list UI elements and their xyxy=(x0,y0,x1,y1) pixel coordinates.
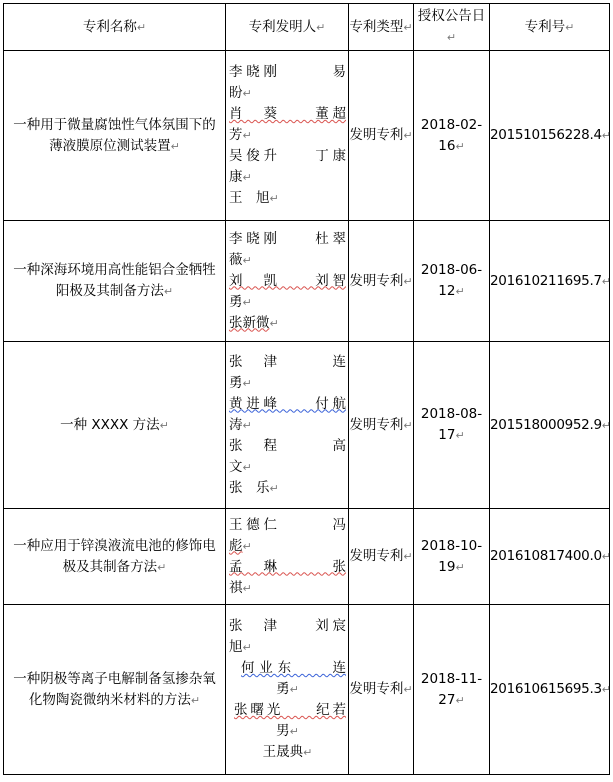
paragraph-mark-icon: ↵ xyxy=(242,295,252,309)
table-row xyxy=(4,509,610,605)
inventor-line: 文↵ xyxy=(229,458,252,475)
inventor-line: 王德仁 冯 xyxy=(229,516,346,533)
paragraph-mark-icon: ↵ xyxy=(289,725,299,738)
patent-name-cell: 一种 XXXX 方法↵ xyxy=(4,342,226,509)
patent-number-cell: 201610817400.0↵ xyxy=(490,509,610,605)
paragraph-mark-icon: ↵ xyxy=(242,87,252,100)
inventor-line: 张曙光 纪若 xyxy=(234,702,346,718)
patent-type-cell: 发明专利↵ xyxy=(349,221,414,342)
paragraph-mark-icon: ↵ xyxy=(269,481,279,495)
paragraph-mark-icon: ↵ xyxy=(163,285,174,298)
patent-name-cell: 一种应用于锌溴液流电池的修饰电极及其制备方法↵ xyxy=(4,509,226,605)
patent-table xyxy=(3,3,610,775)
paragraph-mark-icon: ↵ xyxy=(170,139,180,153)
inventor-line: 张 津 连 xyxy=(229,353,346,370)
inventor-line: 祺↵ xyxy=(229,579,252,596)
paragraph-mark-icon: ↵ xyxy=(601,550,611,563)
header-date: 授权公告日↵ xyxy=(414,4,490,51)
patent-type-cell: 发明专利↵ xyxy=(349,509,414,605)
inventor-line: 吴俊升 丁康 xyxy=(229,148,346,164)
table-row xyxy=(4,342,610,509)
paragraph-mark-icon: ↵ xyxy=(289,683,299,696)
paragraph-mark-icon: ↵ xyxy=(455,285,465,298)
header-name: 专利名称↵ xyxy=(4,4,226,51)
patent-number-cell: 201610615695.3↵ xyxy=(490,605,610,775)
table-row xyxy=(4,605,610,775)
inventor-line: 勇↵ xyxy=(276,681,299,697)
inventor-line: 张新微↵ xyxy=(229,314,279,331)
paragraph-mark-icon: ↵ xyxy=(242,253,252,267)
patent-name-cell: 一种深海环境用高性能铝合金牺牲阳极及其制备方法↵ xyxy=(4,221,226,342)
paragraph-mark-icon: ↵ xyxy=(136,20,147,34)
paragraph-mark-icon: ↵ xyxy=(601,274,611,288)
paragraph-mark-icon: ↵ xyxy=(455,560,465,574)
patent-type-cell: 发明专利↵ xyxy=(349,342,414,509)
grant-date-cell: 2018-02-16↵ xyxy=(414,51,490,221)
paragraph-mark-icon: ↵ xyxy=(242,418,252,432)
paragraph-mark-icon: ↵ xyxy=(455,693,465,707)
inventor-line: 勇↵ xyxy=(229,374,252,391)
header-inventors: 专利发明人↵ xyxy=(226,4,349,51)
header-type: 专利类型↵ xyxy=(349,4,414,51)
paragraph-mark-icon: ↵ xyxy=(303,746,313,759)
inventor-line: 张 乐↵ xyxy=(229,479,279,496)
inventor-cell xyxy=(226,51,349,221)
paragraph-mark-icon: ↵ xyxy=(190,693,201,707)
inventor-line: 张 津 刘宸 xyxy=(229,618,346,634)
inventor-line: 旭↵ xyxy=(229,639,252,655)
paragraph-mark-icon: ↵ xyxy=(403,20,413,34)
patent-type-cell: 发明专利↵ xyxy=(349,605,414,775)
inventor-line: 勇↵ xyxy=(229,293,252,310)
paragraph-mark-icon: ↵ xyxy=(403,274,413,288)
inventor-line: 李晓刚 易 xyxy=(229,64,346,80)
inventor-line: 何业东 连 xyxy=(241,660,346,676)
paragraph-mark-icon: ↵ xyxy=(403,129,413,142)
patent-name-cell: 一种阴极等离子电解制备氢掺杂氧化物陶瓷微纳米材料的方法↵ xyxy=(4,605,226,775)
paragraph-mark-icon: ↵ xyxy=(269,192,279,205)
paragraph-mark-icon: ↵ xyxy=(403,550,413,563)
inventor-cell xyxy=(226,221,349,342)
paragraph-mark-icon: ↵ xyxy=(242,641,252,654)
paragraph-mark-icon: ↵ xyxy=(601,418,611,432)
inventor-line: 男↵ xyxy=(276,723,299,739)
inventor-cell xyxy=(226,509,349,605)
inventor-line: 肖 葵 董超 xyxy=(229,106,346,122)
inventor-line: 涛↵ xyxy=(229,416,252,433)
header-number: 专利号↵ xyxy=(490,4,610,51)
header-row xyxy=(4,4,610,51)
paragraph-mark-icon: ↵ xyxy=(269,316,279,330)
paragraph-mark-icon: ↵ xyxy=(455,429,465,442)
paragraph-mark-icon: ↵ xyxy=(403,683,413,696)
paragraph-mark-icon: ↵ xyxy=(242,129,252,142)
paragraph-mark-icon: ↵ xyxy=(159,418,169,432)
grant-date-cell: 2018-11-27↵ xyxy=(414,605,490,775)
inventor-line: 王 旭↵ xyxy=(229,190,279,206)
inventor-line: 盼↵ xyxy=(229,85,252,101)
patent-number-cell: 201510156228.4↵ xyxy=(490,51,610,221)
paragraph-mark-icon: ↵ xyxy=(601,129,611,142)
paragraph-mark-icon: ↵ xyxy=(316,20,326,34)
inventor-line: 康↵ xyxy=(229,169,252,185)
paragraph-mark-icon: ↵ xyxy=(565,20,575,34)
patent-number-cell: 201518000952.9↵ xyxy=(490,342,610,509)
paragraph-mark-icon: ↵ xyxy=(455,139,465,153)
patent-name-cell: 一种用于微量腐蚀性气体氛围下的薄液膜原位测试装置↵ xyxy=(4,51,226,221)
paragraph-mark-icon: ↵ xyxy=(157,560,167,574)
paragraph-mark-icon: ↵ xyxy=(242,581,252,595)
patent-type-cell: 发明专利↵ xyxy=(349,51,414,221)
inventor-cell xyxy=(226,605,349,775)
paragraph-mark-icon: ↵ xyxy=(242,376,252,390)
paragraph-mark-icon: ↵ xyxy=(446,31,457,44)
inventor-line: 芳↵ xyxy=(229,127,252,143)
inventor-line: 刘 凯 刘智 xyxy=(229,272,346,289)
inventor-line: 王晟典↵ xyxy=(262,744,313,760)
inventor-line: 彪↵ xyxy=(229,537,252,554)
table-row xyxy=(4,221,610,342)
paragraph-mark-icon: ↵ xyxy=(601,683,611,696)
paragraph-mark-icon: ↵ xyxy=(242,539,252,553)
paragraph-mark-icon: ↵ xyxy=(242,460,252,474)
grant-date-cell: 2018-10-19↵ xyxy=(414,509,490,605)
grant-date-cell: 2018-06-12↵ xyxy=(414,221,490,342)
patent-number-cell: 201610211695.7↵ xyxy=(490,221,610,342)
inventor-line: 孟 琳 张 xyxy=(229,558,346,575)
grant-date-cell: 2018-08-17↵ xyxy=(414,342,490,509)
paragraph-mark-icon: ↵ xyxy=(403,418,413,432)
inventor-line: 张 程 高 xyxy=(229,437,346,454)
inventor-line: 李晓刚 杜翠 xyxy=(229,230,346,247)
inventor-line: 黄进峰 付航 xyxy=(229,395,346,412)
inventor-line: 薇↵ xyxy=(229,251,252,268)
inventor-cell xyxy=(226,342,349,509)
table-row xyxy=(4,51,610,221)
paragraph-mark-icon: ↵ xyxy=(242,171,252,184)
